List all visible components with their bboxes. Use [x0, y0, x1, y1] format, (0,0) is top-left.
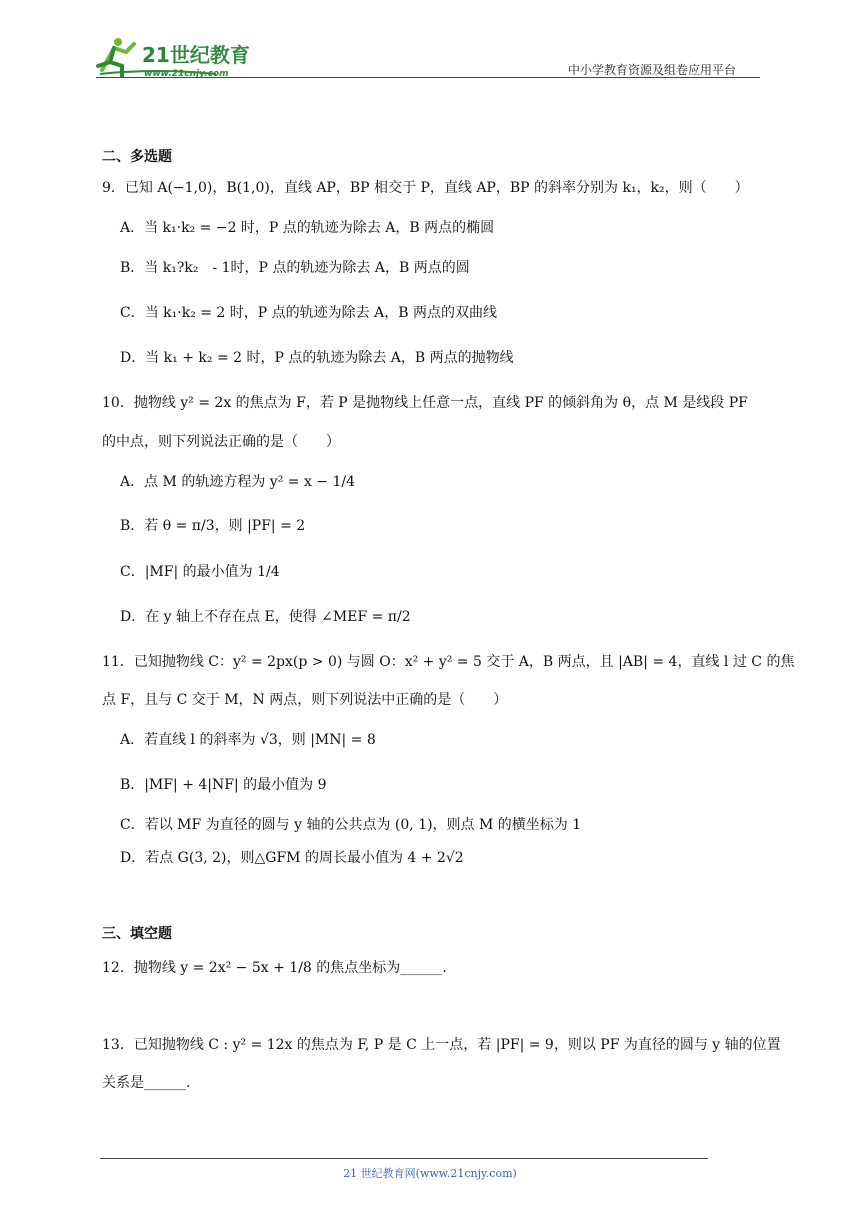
q11-stem-line1: 11．已知抛物线 C：y² = 2px(p > 0) 与圆 O：x² + y² = 5 交于 A，B 两点，且 |AB| = 4，直线 l 过 C 的焦 — [102, 654, 795, 670]
header-divider — [96, 77, 760, 78]
header-platform-text: 中小学教育资源及组卷应用平台 — [568, 63, 737, 77]
logo-text: 21世纪教育 — [142, 43, 250, 67]
q10-option-d: D．在 y 轴上不存在点 E，使得 ∠MEF = π/2 — [120, 609, 411, 625]
q11-option-d: D．若点 G(3, 2)，则△GFM 的周长最小值为 4 + 2√2 — [120, 850, 464, 866]
footer-divider — [100, 1158, 708, 1159]
logo-url: www.21cnjy.com — [144, 69, 229, 79]
q10-option-b: B．若 θ = π/3，则 |PF| = 2 — [120, 518, 306, 534]
q11-option-b: B．|MF| + 4|NF| 的最小值为 9 — [120, 777, 327, 793]
q9-option-c: C．当 k₁·k₂ = 2 时，P 点的轨迹为除去 A，B 两点的双曲线 — [120, 305, 497, 321]
q9-stem: 9．已知 A(−1,0)，B(1,0)，直线 AP，BP 相交于 P，直线 AP，BP 的斜率分别为 k₁，k₂，则（ ） — [102, 180, 749, 196]
q9-option-b: B．当 k₁?k₂ - 1时，P 点的轨迹为除去 A，B 两点的圆 — [120, 260, 470, 276]
q10-option-c: C．|MF| 的最小值为 1/4 — [120, 564, 280, 580]
q11-option-c: C．若以 MF 为直径的圆与 y 轴的公共点为 (0, 1)，则点 M 的横坐标为 1 — [120, 817, 582, 833]
footer-text: 21 世纪教育网(www.21cnjy.com) — [343, 1167, 517, 1180]
q9-option-a: A．当 k₁·k₂ = −2 时，P 点的轨迹为除去 A，B 两点的椭圆 — [120, 220, 495, 236]
section-title-multi: 二、多选题 — [102, 149, 172, 165]
q9-option-d: D．当 k₁ + k₂ = 2 时，P 点的轨迹为除去 A，B 两点的抛物线 — [120, 350, 514, 366]
q10-stem-line2: 的中点，则下列说法正确的是（ ） — [102, 434, 340, 450]
q10-option-a: A．点 M 的轨迹方程为 y² = x − 1/4 — [120, 474, 356, 490]
q10-stem-line1: 10．抛物线 y² = 2x 的焦点为 F，若 P 是抛物线上任意一点，直线 PF 的倾斜角为 θ，点 M 是线段 PF — [102, 395, 748, 411]
q12-stem: 12．抛物线 y = 2x² − 5x + 1/8 的焦点坐标为______. — [102, 960, 447, 976]
q11-option-a: A．若直线 l 的斜率为 √3，则 |MN| = 8 — [120, 732, 376, 748]
logo — [96, 34, 266, 80]
q13-stem-line1: 13．已知抛物线 C : y² = 12x 的焦点为 F, P 是 C 上一点，若 |PF| = 9，则以 PF 为直径的圆与 y 轴的位置 — [102, 1037, 781, 1053]
q13-stem-line2: 关系是______. — [102, 1075, 191, 1091]
q11-stem-line2: 点 F，且与 C 交于 M，N 两点，则下列说法中正确的是（ ） — [102, 692, 508, 708]
section-title-fill: 三、填空题 — [102, 926, 172, 942]
